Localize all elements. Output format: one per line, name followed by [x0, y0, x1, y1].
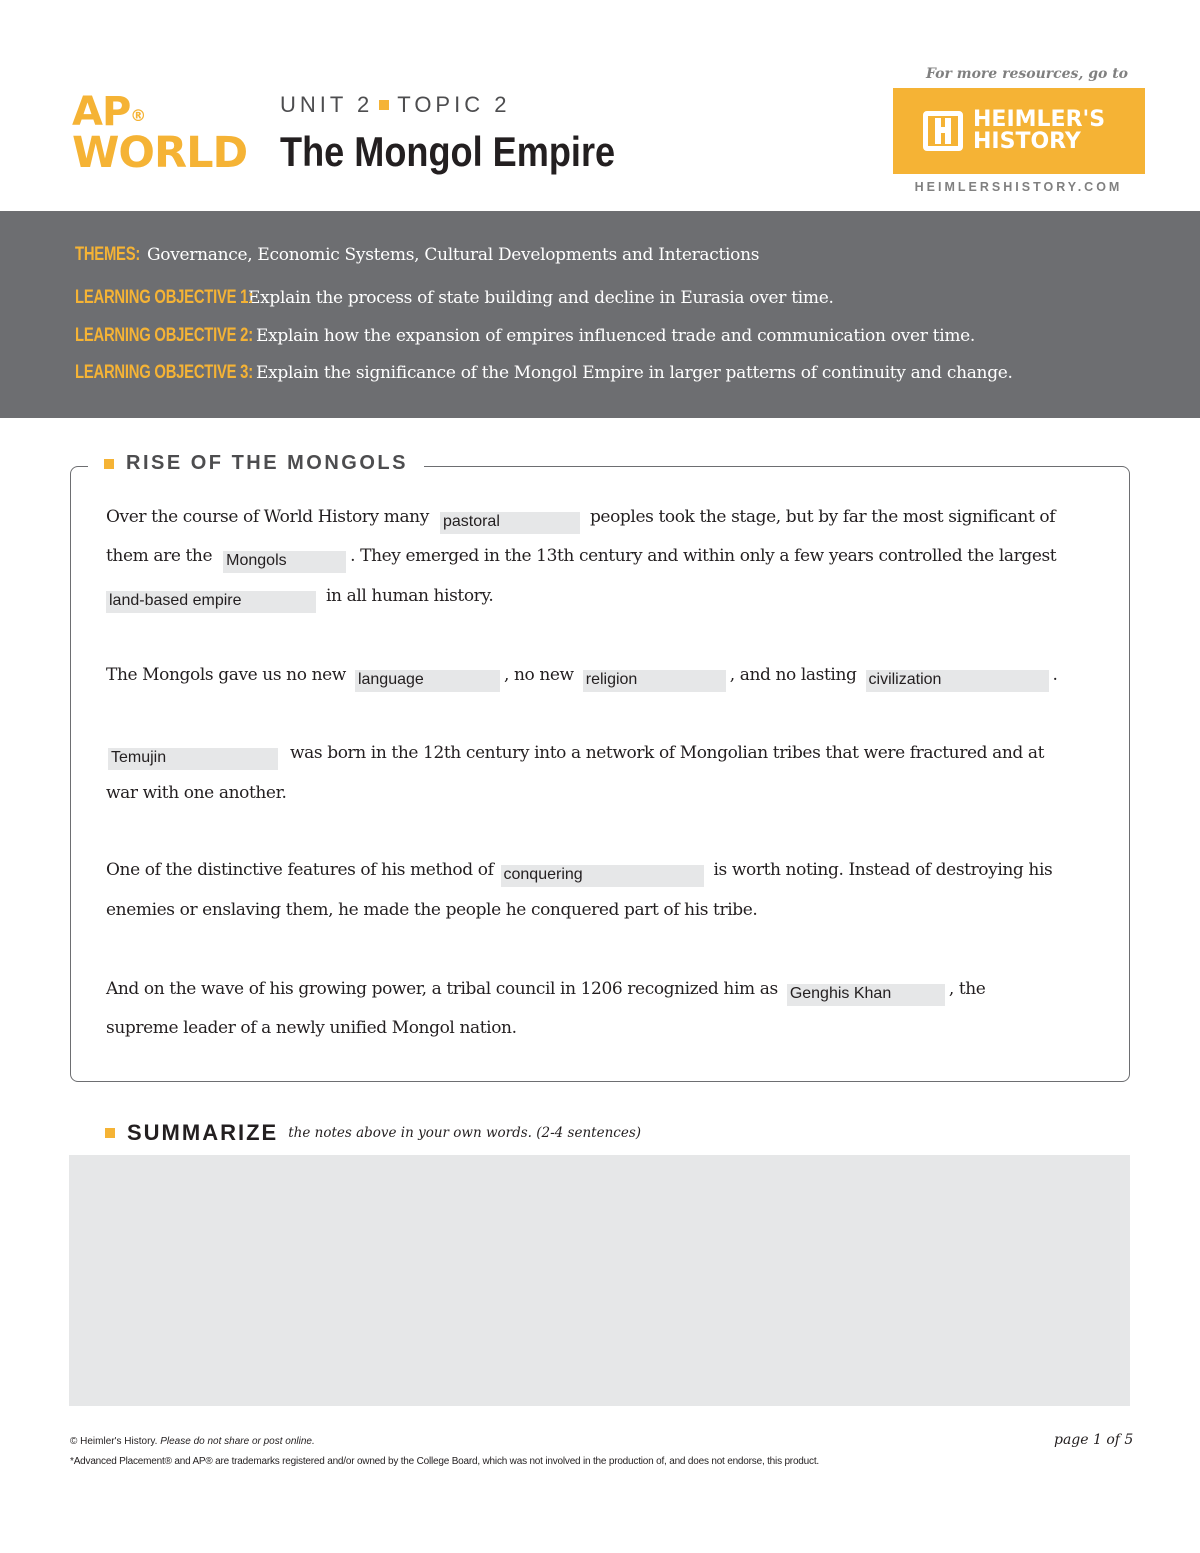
paragraph-1-line-1: Over the course of World History many pastoral peoples took the stage, but by far the most significant of — [106, 507, 1055, 534]
page-number: page 1 of 5 — [1054, 1432, 1134, 1448]
themes-label: THEMES: — [75, 244, 141, 265]
site-url-link[interactable]: HEIMLERSHISTORY.COM — [914, 180, 1123, 194]
copyright-text: © Heimler's History. — [70, 1436, 158, 1447]
fill-blank-civilization[interactable]: civilization — [866, 670, 1049, 692]
paragraph-1-line-2: them are the Mongols . They emerged in the 13th century and within only a few years controlled the largest — [106, 546, 1056, 573]
ap-mark: AP® — [72, 89, 146, 135]
brand-name: HEIMLER'S HISTORY — [973, 107, 1106, 154]
objective-3-text: Explain the significance of the Mongol Empire in larger patterns of continuity and change. — [256, 363, 1013, 383]
footer-copyright — [70, 1436, 315, 1447]
fill-blank-mongols[interactable]: Mongols — [223, 551, 346, 573]
paragraph-2: The Mongols gave us no new language , no new religion , and no lasting civilization . — [106, 665, 1058, 692]
objective-3-label: LEARNING OBJECTIVE 3: — [75, 362, 253, 383]
topic-label: TOPIC 2 — [397, 92, 511, 117]
fill-blank-pastoral[interactable]: pastoral — [440, 512, 580, 534]
themes-band — [0, 211, 1200, 418]
resources-note: For more resources, go to — [926, 66, 1128, 82]
objective-1-text: Explain the process of state building and decline in Eurasia over time. — [248, 288, 834, 308]
section-heading — [88, 452, 424, 475]
ap-world-logo — [72, 89, 272, 182]
objective-2-row — [75, 325, 975, 347]
separator-square-icon — [379, 100, 389, 110]
h-monogram-icon — [923, 111, 963, 151]
themes-text: Governance, Economic Systems, Cultural Developments and Interactions — [147, 245, 760, 265]
paragraph-4-line-2: enemies or enslaving them, he made the people he conquered part of his tribe. — [106, 900, 758, 920]
summarize-heading — [105, 1120, 641, 1146]
paragraph-3-line-1: Temujin was born in the 12th century into a network of Mongolian tribes that were fractured and at — [106, 743, 1044, 770]
heading-square-icon — [104, 459, 114, 469]
objective-1-label: LEARNING OBJECTIVE 1: — [75, 287, 253, 308]
objective-2-label: LEARNING OBJECTIVE 2: — [75, 325, 253, 346]
trademark-notice: *Advanced Placement® and AP® are trademarks registered and/or owned by the College Board, which was not involved in the production of, and does not endorse, this product. — [70, 1456, 819, 1467]
objective-3-row — [75, 362, 1013, 384]
page-title: The Mongol Empire — [280, 128, 616, 175]
fill-blank-religion[interactable]: religion — [583, 670, 726, 692]
summary-textarea[interactable] — [69, 1155, 1130, 1406]
summarize-hint: the notes above in your own words. (2-4 sentences) — [288, 1125, 642, 1141]
heimlers-history-logo[interactable] — [893, 88, 1145, 174]
ap-registered-mark: ® — [130, 106, 146, 125]
share-notice: Please do not share or post online. — [160, 1436, 315, 1447]
summarize-title: SUMMARIZE — [127, 1120, 279, 1145]
fill-blank-conquering[interactable]: conquering — [501, 865, 704, 887]
fill-blank-land-based-empire[interactable]: land-based empire — [106, 591, 316, 613]
unit-topic-line — [280, 92, 510, 118]
objective-2-text: Explain how the expansion of empires influenced trade and communication over time. — [256, 326, 976, 346]
section-title: RISE OF THE MONGOLS — [126, 452, 408, 474]
heading-square-icon — [105, 1128, 115, 1138]
paragraph-4-line-1: One of the distinctive features of his method of conquering is worth noting. Instead of destroying his — [106, 860, 1052, 887]
world-mark: WORLD — [72, 128, 248, 178]
fill-blank-temujin[interactable]: Temujin — [108, 748, 278, 770]
paragraph-5-line-1: And on the wave of his growing power, a tribal council in 1206 recognized him as Genghis Khan , the — [106, 979, 985, 1006]
fill-blank-genghis-khan[interactable]: Genghis Khan — [787, 984, 945, 1006]
objective-1-row — [75, 287, 834, 309]
paragraph-5-line-2: supreme leader of a newly unified Mongol nation. — [106, 1018, 517, 1038]
unit-label: UNIT 2 — [280, 92, 374, 117]
paragraph-3-line-2: war with one another. — [106, 783, 287, 803]
fill-blank-language[interactable]: language — [355, 670, 500, 692]
paragraph-1-line-3: land-based empire in all human history. — [106, 586, 493, 613]
themes-row — [75, 244, 759, 266]
